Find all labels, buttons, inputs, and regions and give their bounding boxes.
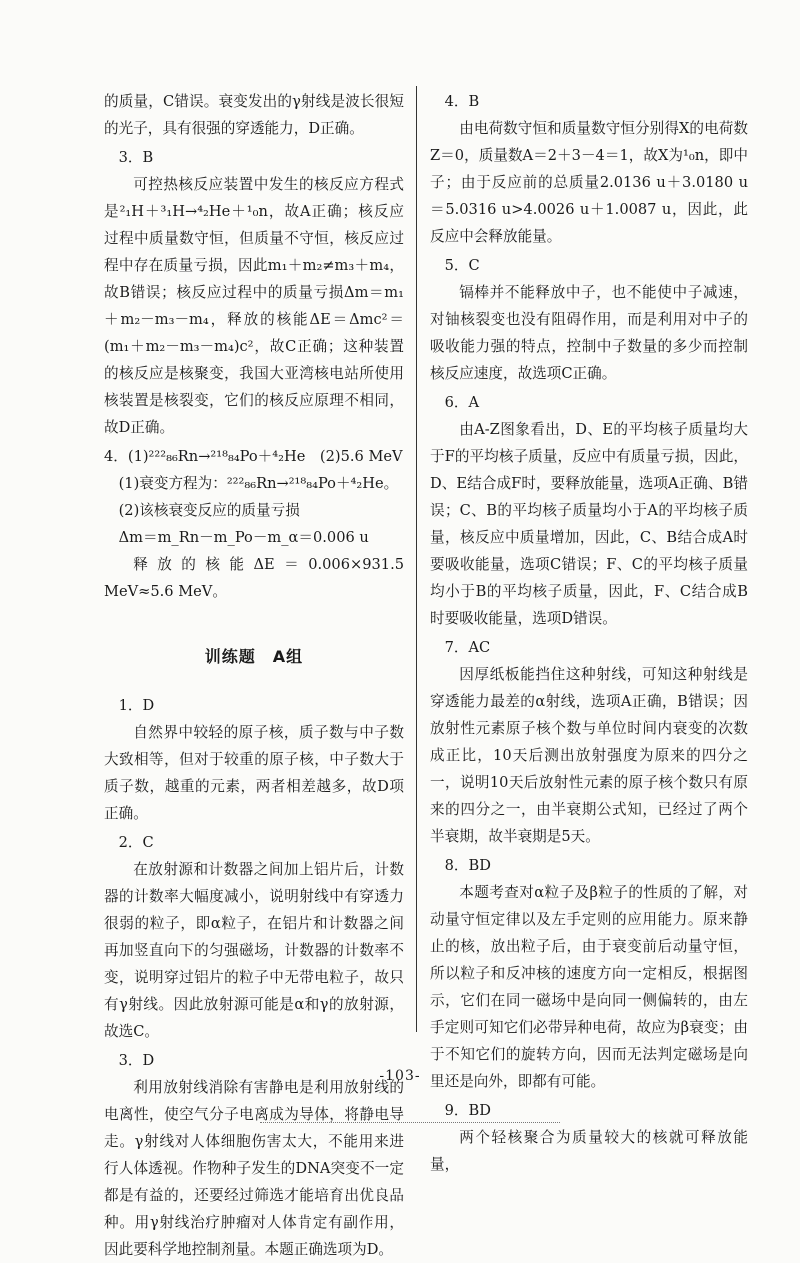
answer-r6-explanation: 由A-Z图象看出，D、E的平均核子质量均大于F的平均核子质量，反应中有质量亏损，因此，D、E结合成F时，要释放能量，选项A正确、B错误；C、B的平均核子质量均小于A的平均核子质量，核反应中质量增加，因此，C、B结合成A时要吸收能量，选项C错误；F、C的平均核子质量均小于B的平均核子质量，因此，F、C结合成B时要吸收能量，选项D错误。 — [430, 421, 748, 627]
left-column — [104, 88, 404, 1263]
column-divider — [416, 86, 417, 1032]
answer-r9-number: 9．BD — [444, 1102, 491, 1119]
answer-r7-explanation: 因厚纸板能挡住这种射线，可知这种射线是穿透能力最差的α射线，选项A正确，B错误；因放射性元素原子核个数与单位时间内衰变的次数成正比，10天后测出放射强度为原来的四分之一，说明10天后放射性元素的原子核个数只有原来的四分之一，由半衰期公式知，已经过了两个半衰期，故半衰期是5天。 — [430, 666, 748, 845]
answer-r5-explanation: 镉棒并不能释放中子，也不能使中子减速，对铀核裂变也没有阻碍作用，而是利用对中子的吸收能力强的特点，控制中子数量的多少而控制核反应速度，故选项C正确。 — [430, 284, 748, 382]
training-answer-1-number: 1．D — [118, 697, 155, 714]
training-answer-3-number: 3．D — [118, 1052, 155, 1069]
right-column — [430, 88, 748, 1178]
answer-r4-explanation: 由电荷数守恒和质量数守恒分别得X的电荷数Z＝0，质量数A＝2＋3－4＝1，故X为¹₀n，即中子；由于反应前的总质量2.0136 u＋3.0180 u＝5.0316 u>4.0026 u＋1.0087 u，因此，此反应中会释放能量。 — [430, 120, 748, 245]
answer-r8-number: 8．BD — [444, 857, 491, 874]
footer-dotted-rule — [260, 1122, 560, 1125]
answer-r7-number: 7．AC — [444, 639, 491, 656]
page-number: -103- — [379, 1068, 421, 1084]
answer-r8-explanation: 本题考查对α粒子及β粒子的性质的了解，对动量守恒定律以及左手定则的应用能力。原来静止的核，放出粒子后，由于衰变前后动量守恒，所以粒子和反冲核的速度方向一定相反，根据图示，它们在同一磁场中是向同一侧偏转的，由左手定则可知它们必带异种电荷，故应为β衰变；由于不知它们的旋转方向，因而无法判定磁场是向里还是向外，即都有可能。 — [430, 884, 748, 1090]
section-heading: 训练题 A组 — [204, 647, 304, 666]
answer-4-number: 4．(1)²²²₈₆Rn→²¹⁸₈₄Po＋⁴₂He (2)5.6 MeV — [104, 448, 403, 465]
left-paragraph-continued: 的质量，C错误。衰变发出的γ射线是波长很短的光子，具有很强的穿透能力，D正确。 — [104, 93, 404, 137]
answer-4-step-3: Δm＝m_Rn－m_Po－m_α＝0.006 u — [118, 529, 369, 546]
answer-3-number: 3．B — [118, 149, 154, 166]
answer-r4-number: 4．B — [444, 93, 480, 110]
answer-4-step-2: (2)该核衰变反应的质量亏损 — [118, 502, 300, 519]
training-answer-2-explanation: 在放射源和计数器之间加上铝片后，计数器的计数率大幅度减小，说明射线中有穿透力很弱的粒子，即α粒子，在铝片和计数器之间再加竖直向下的匀强磁场，计数器的计数率不变，说明穿过铝片的粒子中无带电粒子，故只有γ射线。因此放射源可能是α和γ的放射源，故选C。 — [104, 861, 404, 1040]
training-answer-3-explanation: 利用放射线消除有害静电是利用放射线的电离性，使空气分子电离成为导体，将静电导走。γ射线对人体细胞伤害太大，不能用来进行人体透视。作物种子发生的DNA突变不一定都是有益的，还要经过筛选才能培育出优良品种。用γ射线治疗肿瘤对人体肯定有副作用，因此要科学地控制剂量。本题正确选项为D。 — [104, 1079, 404, 1258]
answer-3-explanation: 可控热核反应装置中发生的核反应方程式是²₁H＋³₁H→⁴₂He＋¹₀n，故A正确；核反应过程中质量数守恒，但质量不守恒，核反应过程中存在质量亏损，因此m₁＋m₂≠m₃＋m₄，故B错误；核反应过程中的质量亏损Δm＝m₁＋m₂－m₃－m₄，释放的核能ΔE＝Δmc²＝(m₁＋m₂－m₃－m₄)c²，故C正确；这种装置的核反应是核聚变，我国大亚湾核电站所使用核装置是核裂变，它们的核反应原理不相同，故D正确。 — [104, 176, 404, 436]
answer-4-step-4: 释放的核能ΔE＝0.006×931.5 MeV≈5.6 MeV。 — [104, 556, 404, 600]
answer-r5-number: 5．C — [444, 257, 480, 274]
training-answer-2-number: 2．C — [118, 834, 154, 851]
answer-4-step-1: (1)衰变方程为：²²²₈₆Rn→²¹⁸₈₄Po＋⁴₂He。 — [118, 475, 399, 492]
answer-r9-explanation: 两个轻核聚合为质量较大的核就可释放能量， — [430, 1129, 748, 1173]
answer-r6-number: 6．A — [444, 394, 480, 411]
training-answer-1-explanation: 自然界中较轻的原子核，质子数与中子数大致相等，但对于较重的原子核，中子数大于质子数，越重的元素，两者相差越多，故D项正确。 — [104, 724, 404, 822]
